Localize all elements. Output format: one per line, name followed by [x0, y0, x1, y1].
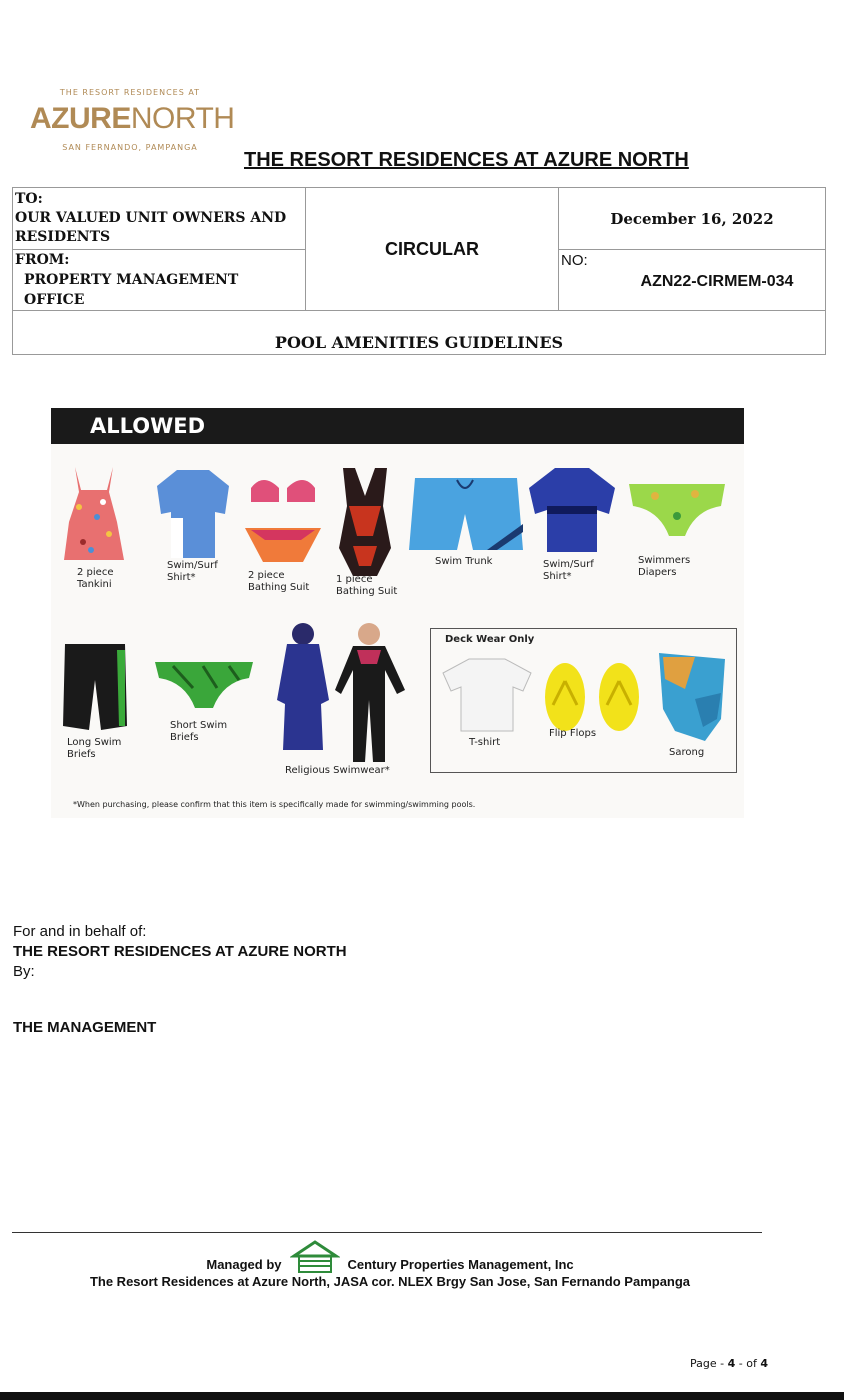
sarong-image [655, 649, 729, 745]
surf-shirt-2-image [527, 466, 617, 554]
logo-brand [30, 101, 235, 137]
footer-divider [12, 1232, 762, 1233]
one-piece-image [333, 466, 397, 578]
allowed-swimwear-chart [51, 408, 744, 818]
azure-north-logo [30, 88, 235, 152]
by-text: By: [13, 963, 35, 980]
tshirt-label: T-shirt [469, 737, 501, 748]
to-label: TO: [15, 191, 43, 207]
long-briefs-image [61, 640, 129, 734]
religious-swimwear-label: Religious Swimwear* [285, 765, 390, 776]
behalf-text: For and in behalf of: [13, 923, 147, 940]
page-label: Page - [690, 1357, 725, 1370]
to-value: OUR VALUED UNIT OWNERS AND RESIDENTS [15, 210, 287, 245]
swim-diaper-image [625, 480, 729, 540]
allowed-heading: ALLOWED [51, 408, 744, 444]
long-briefs-label: Long Swim Briefs [67, 737, 122, 760]
short-briefs-image [153, 658, 255, 710]
subject-title: POOL AMENITIES GUIDELINES [13, 311, 826, 355]
document-title: THE RESORT RESIDENCES AT AZURE NORTH [244, 149, 689, 171]
purchase-footnote: *When purchasing, please confirm that this item is specifically made for swimming/swimming pools. [73, 800, 476, 809]
page-total: 4 [760, 1357, 768, 1370]
flip-flops-image [537, 661, 649, 733]
short-briefs-label: Short Swim Briefs [170, 720, 228, 743]
footer [0, 1240, 780, 1289]
tankini-label: 2 piece Tankini [77, 567, 114, 590]
swim-trunk-label: Swim Trunk [435, 556, 493, 567]
surf-shirt-image [155, 468, 231, 560]
logo-bottom-text: SAN FERNANDO, PAMPANGA [62, 143, 198, 152]
one-piece-label: 1 piece Bathing Suit [336, 574, 398, 597]
no-label: NO: [561, 252, 588, 269]
behalf-org: THE RESORT RESIDENCES AT AZURE NORTH [13, 943, 347, 960]
deck-wear-box [430, 628, 737, 773]
managed-by-text: Managed by [206, 1256, 282, 1272]
management-signature: THE MANAGEMENT [13, 1019, 157, 1036]
to-cell [13, 188, 306, 250]
company-name: Century Properties Management, Inc [347, 1256, 574, 1272]
flip-flops-label: Flip Flops [549, 728, 597, 739]
cpmi-house-icon [290, 1240, 340, 1274]
swim-diaper-label: Swimmers Diapers [638, 555, 691, 578]
deck-wear-title: Deck Wear Only [445, 634, 535, 645]
no-cell [559, 250, 826, 311]
from-cell [13, 250, 306, 311]
circular-header-table [12, 187, 826, 355]
tshirt-image [441, 657, 533, 733]
from-label: FROM: [15, 252, 70, 268]
bikini-image [241, 468, 325, 564]
page-sep: - of [738, 1357, 757, 1370]
no-value: AZN22-CIRMEM-034 [640, 273, 794, 290]
date-value: December 16, 2022 [559, 188, 826, 250]
surf-shirt-2-label: Swim/Surf Shirt* [543, 559, 594, 582]
bikini-label: 2 piece Bathing Suit [248, 570, 310, 593]
bottom-bar [0, 1392, 844, 1400]
signature-block [13, 922, 347, 982]
sarong-label: Sarong [669, 747, 705, 758]
page-current: 4 [727, 1357, 736, 1370]
logo-top-text: THE RESORT RESIDENCES AT [59, 88, 201, 97]
footer-address: The Resort Residences at Azure North, JASA cor. NLEX Brgy San Jose, San Fernando Pampanga [89, 1274, 691, 1289]
religious-swimwear-image [273, 620, 409, 766]
swim-trunk-image [407, 474, 525, 554]
page-number [690, 1357, 768, 1370]
surf-shirt-label: Swim/Surf Shirt* [167, 560, 218, 583]
circular-label: CIRCULAR [306, 188, 559, 311]
tankini-image [59, 462, 129, 562]
logo-brand-light: NORTH [130, 102, 235, 135]
from-value: PROPERTY MANAGEMENT OFFICE [24, 272, 239, 308]
logo-brand-bold: AZURE [30, 102, 131, 135]
